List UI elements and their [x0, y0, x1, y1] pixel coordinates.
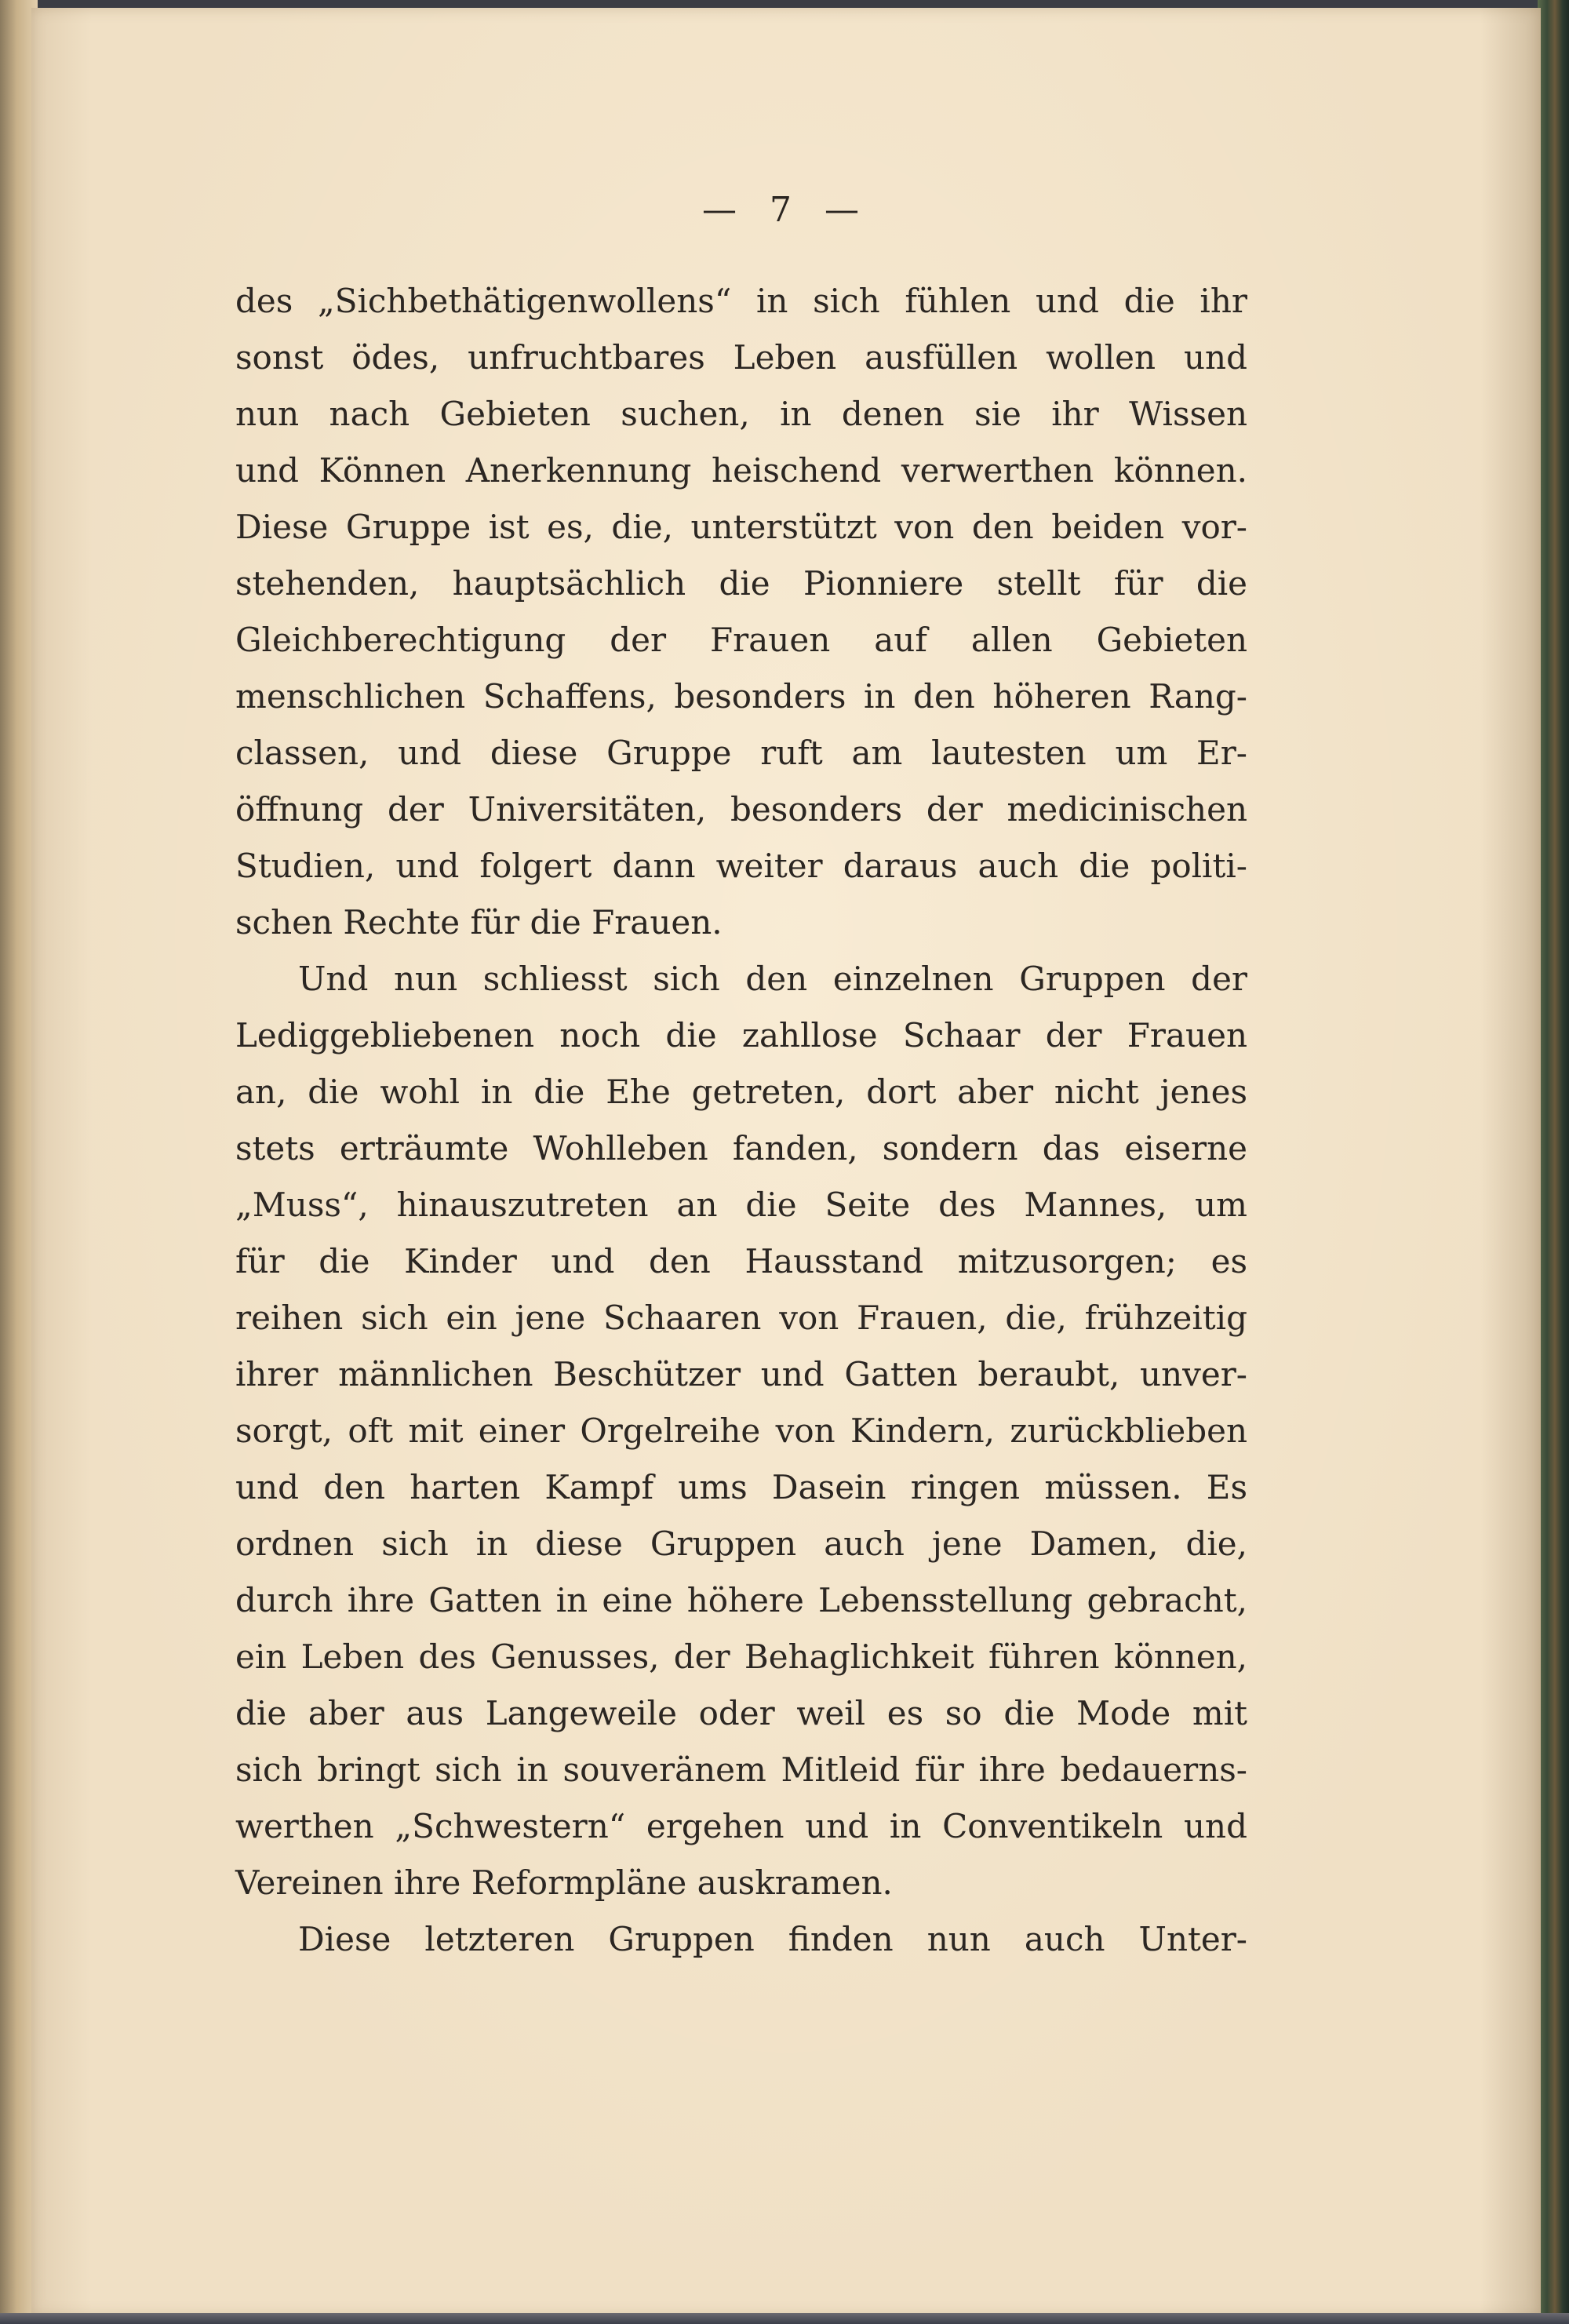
book-page	[31, 8, 1541, 2316]
text-line: an, die wohl in die Ehe getreten, dort aber nicht jenes	[235, 1073, 1247, 1111]
text-line: Vereinen ihre Reformpläne auskramen.	[235, 1863, 893, 1902]
text-line: und den harten Kampf ums Dasein ringen müssen. Es	[235, 1468, 1247, 1506]
text-line: öffnung der Universitäten, besonders der medicinischen	[235, 790, 1247, 829]
text-line: Diese letzteren Gruppen finden nun auch Unter-	[298, 1920, 1247, 1958]
text-line: Gleichberechtigung der Frauen auf allen Gebieten	[235, 621, 1247, 659]
text-line: ihrer männlichen Beschützer und Gatten beraubt, unver-	[235, 1355, 1247, 1393]
text-line: nun nach Gebieten suchen, in denen sie ihr Wissen	[235, 395, 1247, 433]
text-line: stets erträumte Wohlleben fanden, sondern das eiserne	[235, 1129, 1247, 1167]
text-line: sorgt, oft mit einer Orgelreihe von Kindern, zurückblieben	[235, 1412, 1247, 1450]
text-line: Lediggebliebenen noch die zahllose Schaar der Frauen	[235, 1016, 1247, 1055]
text-line: ein Leben des Genusses, der Behaglichkeit führen können,	[235, 1637, 1247, 1676]
text-line: die aber aus Langeweile oder weil es so die Mode mit	[235, 1694, 1247, 1732]
page-number: — 7 —	[702, 190, 870, 230]
text-line: und Können Anerkennung heischend verwerthen können.	[235, 451, 1247, 490]
text-line: „Muss“, hinauszutreten an die Seite des Mannes, um	[235, 1186, 1247, 1224]
text-line: Diese Gruppe ist es, die, unterstützt von den beiden vor-	[235, 508, 1247, 546]
text-line: sonst ödes, unfruchtbares Leben ausfüllen wollen und	[235, 338, 1247, 377]
text-line: durch ihre Gatten in eine höhere Lebensstellung gebracht,	[235, 1581, 1247, 1619]
body-text	[235, 273, 1247, 1968]
text-line: Und nun schliesst sich den einzelnen Gruppen der	[298, 960, 1247, 998]
bottom-edge	[0, 2313, 1569, 2324]
text-line: classen, und diese Gruppe ruft am lautesten um Er-	[235, 734, 1247, 772]
text-line: menschlichen Schaffens, besonders in den höheren Rang-	[235, 677, 1247, 716]
text-line: werthen „Schwestern“ ergehen und in Conventikeln und	[235, 1807, 1247, 1845]
text-line: reihen sich ein jene Schaaren von Frauen, die, frühzeitig	[235, 1299, 1247, 1337]
text-line: für die Kinder und den Hausstand mitzusorgen; es	[235, 1242, 1247, 1280]
text-line: des „Sichbethätigenwollens“ in sich fühlen und die ihr	[235, 282, 1247, 320]
text-line: stehenden, hauptsächlich die Pionniere stellt für die	[235, 564, 1247, 603]
text-line: schen Rechte für die Frauen.	[235, 903, 723, 942]
cover-edge	[1538, 0, 1569, 2324]
text-line: Studien, und folgert dann weiter daraus auch die politi-	[235, 847, 1247, 885]
text-line: ordnen sich in diese Gruppen auch jene Damen, die,	[235, 1524, 1247, 1563]
text-line: sich bringt sich in souveränem Mitleid für ihre bedauerns-	[235, 1750, 1247, 1789]
